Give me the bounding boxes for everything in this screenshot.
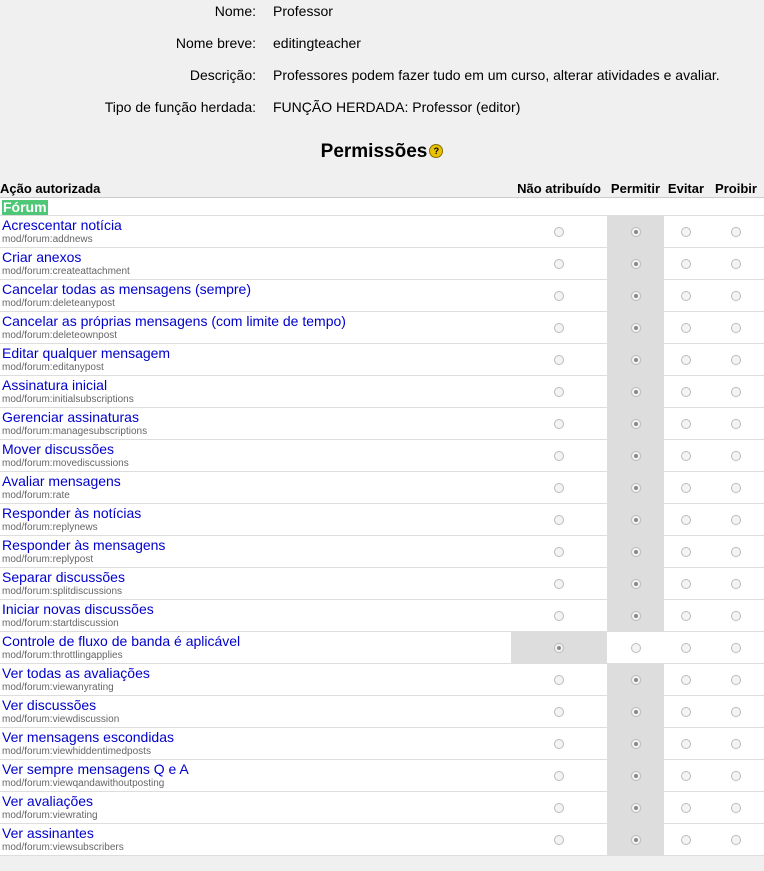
permission-notset-cell [511,472,607,504]
permission-notset-radio[interactable] [554,579,564,589]
permission-capability: mod/forum:createattachment [2,266,130,277]
permission-row [0,568,764,600]
permission-allow-cell [607,696,664,728]
permission-action-cell [0,568,511,600]
permission-prohibit-radio[interactable] [731,739,741,749]
permission-row [0,216,764,248]
permission-row [0,280,764,312]
permission-capability: mod/forum:editanypost [2,362,104,373]
col-action: Ação autorizada [0,180,511,198]
permission-name-link[interactable]: Iniciar novas discussões [2,601,154,617]
role-short-label: Nome breve: [175,35,256,51]
permission-name-link[interactable]: Controle de fluxo de banda é aplicável [2,633,241,649]
permission-prevent-cell [664,472,708,504]
permission-name-link[interactable]: Acrescentar notícia [2,217,122,233]
permission-prevent-radio[interactable] [681,259,691,269]
permission-prohibit-cell [708,312,764,344]
permission-row [0,408,764,440]
permission-allow-radio[interactable] [631,643,641,653]
permissions-table [0,180,764,856]
permission-prevent-radio[interactable] [681,739,691,749]
permission-prohibit-radio[interactable] [731,355,741,365]
permission-prohibit-radio[interactable] [731,643,741,653]
permission-prohibit-cell [708,760,764,792]
permission-allow-cell [607,216,664,248]
permission-allow-cell [607,664,664,696]
permission-name-link[interactable]: Responder às notícias [2,505,142,521]
help-icon[interactable]: ? [429,144,443,158]
permission-prohibit-cell [708,504,764,536]
permission-allow-cell [607,408,664,440]
permission-action-cell [0,216,511,248]
permission-allow-cell [607,792,664,824]
permission-prohibit-cell [708,728,764,760]
section-row [0,198,764,216]
permission-name-link[interactable]: Gerenciar assinaturas [2,409,139,425]
permission-prohibit-radio[interactable] [731,483,741,493]
permission-prevent-radio[interactable] [681,227,691,237]
permission-capability: mod/forum:throttlingapplies [2,650,123,661]
permission-allow-radio[interactable] [631,451,641,461]
permission-notset-cell [511,632,607,664]
permission-capability: mod/forum:viewsubscribers [2,842,124,853]
permission-prevent-cell [664,504,708,536]
permission-row [0,792,764,824]
permission-notset-cell [511,504,607,536]
permission-action-cell [0,792,511,824]
permission-prohibit-radio[interactable] [731,259,741,269]
permission-action-cell [0,664,511,696]
permission-capability: mod/forum:deleteownpost [2,330,118,341]
permission-prevent-cell [664,408,708,440]
permission-prohibit-cell [708,376,764,408]
permission-notset-radio[interactable] [554,515,564,525]
permission-allow-radio[interactable] [631,227,641,237]
permission-prevent-cell [664,760,708,792]
permission-prohibit-radio[interactable] [731,323,741,333]
permission-notset-cell [511,440,607,472]
permission-prohibit-cell [708,632,764,664]
permission-prevent-radio[interactable] [681,323,691,333]
permission-prevent-radio[interactable] [681,291,691,301]
permission-notset-radio[interactable] [554,547,564,557]
permission-prohibit-cell [708,472,764,504]
role-inherit-row [0,97,764,117]
permission-prevent-radio[interactable] [681,419,691,429]
permission-allow-radio[interactable] [631,835,641,845]
permission-name-link[interactable]: Ver sempre mensagens Q e A [2,761,189,777]
permission-prevent-cell [664,280,708,312]
permission-prohibit-cell [708,216,764,248]
permission-prevent-radio[interactable] [681,515,691,525]
role-name-value: Professor [273,3,333,19]
permission-notset-radio[interactable] [554,451,564,461]
permission-name-link[interactable]: Cancelar as próprias mensagens (com limite de tempo) [2,313,346,329]
permission-action-cell [0,344,511,376]
permission-prevent-cell [664,696,708,728]
permission-prevent-cell [664,600,708,632]
permission-name-link[interactable]: Criar anexos [2,249,82,265]
permission-allow-cell [607,824,664,856]
permission-name-link[interactable]: Responder às mensagens [2,537,166,553]
permission-name-link[interactable]: Ver mensagens escondidas [2,729,174,745]
permission-row [0,824,764,856]
col-allow: Permitir [607,180,664,198]
permission-notset-cell [511,600,607,632]
permission-prevent-radio[interactable] [681,355,691,365]
permission-allow-radio[interactable] [631,611,641,621]
permission-name-link[interactable]: Assinatura inicial [2,377,108,393]
permission-prohibit-radio[interactable] [731,547,741,557]
permission-row [0,472,764,504]
permission-prohibit-radio[interactable] [731,451,741,461]
permission-allow-radio[interactable] [631,355,641,365]
permission-allow-radio[interactable] [631,387,641,397]
permission-allow-radio[interactable] [631,675,641,685]
permission-row [0,440,764,472]
permission-capability: mod/forum:startdiscussion [2,618,119,629]
col-prohibit: Proibir [708,180,764,198]
permission-capability: mod/forum:rate [2,490,70,501]
role-desc-row [0,65,764,85]
permission-capability: mod/forum:initialsubscriptions [2,394,134,405]
permission-action-cell [0,440,511,472]
permission-allow-radio[interactable] [631,291,641,301]
permission-name-link[interactable]: Separar discussões [2,569,125,585]
permission-notset-radio[interactable] [554,675,564,685]
permission-prevent-cell [664,664,708,696]
permission-capability: mod/forum:addnews [2,234,93,245]
permission-prevent-cell [664,376,708,408]
permission-allow-cell [607,280,664,312]
permission-notset-cell [511,568,607,600]
permission-prohibit-cell [708,696,764,728]
permission-notset-cell [511,280,607,312]
permission-notset-radio[interactable] [554,227,564,237]
role-desc-label: Descrição: [189,67,256,83]
permission-action-cell [0,760,511,792]
role-name-label: Nome: [214,3,256,19]
permission-row [0,248,764,280]
permission-prohibit-cell [708,248,764,280]
permission-allow-cell [607,312,664,344]
permission-row [0,600,764,632]
permission-row [0,536,764,568]
permission-capability: mod/forum:replynews [2,522,98,533]
permission-notset-radio[interactable] [554,739,564,749]
permission-action-cell [0,472,511,504]
permissions-title: Permissões [320,141,428,162]
permission-prevent-cell [664,440,708,472]
permission-notset-radio[interactable] [554,835,564,845]
permission-action-cell [0,280,511,312]
permission-notset-radio[interactable] [554,419,564,429]
col-prevent: Evitar [664,180,708,198]
permission-allow-radio[interactable] [631,771,641,781]
permission-notset-cell [511,664,607,696]
permission-capability: mod/forum:viewdiscussion [2,714,120,725]
permission-prohibit-cell [708,824,764,856]
permission-prohibit-radio[interactable] [731,387,741,397]
permission-prevent-radio[interactable] [681,835,691,845]
permission-notset-cell [511,824,607,856]
permission-notset-cell [511,312,607,344]
permission-prevent-cell [664,824,708,856]
permission-row [0,728,764,760]
permission-prevent-cell [664,216,708,248]
permission-allow-cell [607,472,664,504]
permission-allow-radio[interactable] [631,707,641,717]
permission-allow-radio[interactable] [631,515,641,525]
permission-prevent-radio[interactable] [681,803,691,813]
permission-prohibit-radio[interactable] [731,707,741,717]
permission-prevent-cell [664,312,708,344]
permission-notset-radio[interactable] [554,803,564,813]
permission-capability: mod/forum:splitdiscussions [2,586,123,597]
permission-notset-cell [511,216,607,248]
permission-prevent-cell [664,536,708,568]
permission-prohibit-radio[interactable] [731,611,741,621]
permission-capability: mod/forum:viewanyrating [2,682,114,693]
permission-allow-cell [607,760,664,792]
permission-allow-cell [607,376,664,408]
permission-notset-cell [511,344,607,376]
permission-allow-cell [607,504,664,536]
permission-capability: mod/forum:viewqandawithoutposting [2,778,165,789]
role-inherit-label: Tipo de função herdada: [104,99,256,115]
permission-prevent-radio[interactable] [681,643,691,653]
permission-notset-radio[interactable] [554,355,564,365]
permission-prohibit-radio[interactable] [731,835,741,845]
permission-prevent-radio[interactable] [681,547,691,557]
permission-allow-radio[interactable] [631,259,641,269]
permission-prohibit-radio[interactable] [731,771,741,781]
role-short-row [0,33,764,53]
permission-prevent-cell [664,792,708,824]
permission-prevent-radio[interactable] [681,611,691,621]
permission-row [0,632,764,664]
permission-prevent-radio[interactable] [681,483,691,493]
permission-allow-cell [607,440,664,472]
permission-prohibit-cell [708,344,764,376]
permission-prevent-radio[interactable] [681,387,691,397]
permission-capability: mod/forum:movediscussions [2,458,129,469]
permission-action-cell [0,728,511,760]
permission-row [0,376,764,408]
permission-row [0,664,764,696]
permission-prohibit-cell [708,408,764,440]
permission-prevent-radio[interactable] [681,707,691,717]
permission-action-cell [0,248,511,280]
permission-row [0,504,764,536]
permission-notset-radio[interactable] [554,643,564,653]
permission-prevent-radio[interactable] [681,771,691,781]
permission-allow-radio[interactable] [631,483,641,493]
permission-notset-radio[interactable] [554,707,564,717]
permission-prohibit-radio[interactable] [731,291,741,301]
role-short-value: editingteacher [273,35,361,51]
permission-allow-radio[interactable] [631,547,641,557]
permission-allow-cell [607,632,664,664]
permission-notset-cell [511,696,607,728]
col-notset: Não atribuído [511,180,607,198]
permission-name-link[interactable]: Ver discussões [2,697,97,713]
permission-action-cell [0,536,511,568]
permission-capability: mod/forum:replypost [2,554,94,565]
permission-allow-cell [607,728,664,760]
permission-notset-cell [511,408,607,440]
permission-prevent-cell [664,728,708,760]
permission-action-cell [0,824,511,856]
permission-name-link[interactable]: Mover discussões [2,441,115,457]
permission-prevent-cell [664,568,708,600]
permission-notset-cell [511,728,607,760]
permission-allow-radio[interactable] [631,739,641,749]
permission-prevent-radio[interactable] [681,675,691,685]
permission-row [0,344,764,376]
permission-prohibit-cell [708,280,764,312]
permission-capability: mod/forum:managesubscriptions [2,426,148,437]
permission-action-cell [0,312,511,344]
permission-prohibit-radio[interactable] [731,803,741,813]
permission-action-cell [0,696,511,728]
permission-action-cell [0,600,511,632]
permission-name-link[interactable]: Editar qualquer mensagem [2,345,171,361]
permission-notset-cell [511,536,607,568]
permission-row [0,312,764,344]
permission-notset-radio[interactable] [554,259,564,269]
permission-prevent-radio[interactable] [681,451,691,461]
permission-prohibit-cell [708,536,764,568]
permission-action-cell [0,504,511,536]
permission-prohibit-radio[interactable] [731,515,741,525]
permission-notset-cell [511,792,607,824]
permission-notset-radio[interactable] [554,771,564,781]
permission-name-link[interactable]: Ver avaliações [2,793,94,809]
permission-prohibit-radio[interactable] [731,675,741,685]
permission-notset-radio[interactable] [554,323,564,333]
permission-prohibit-radio[interactable] [731,419,741,429]
permission-notset-radio[interactable] [554,387,564,397]
permission-name-link[interactable]: Ver assinantes [2,825,94,841]
permission-notset-cell [511,376,607,408]
role-name-row [0,1,764,21]
permission-prohibit-radio[interactable] [731,227,741,237]
permissions-header-row [0,180,764,198]
permission-prohibit-cell [708,792,764,824]
role-desc-value: Professores podem fazer tudo em um curso, alterar atividades e avaliar. [273,67,720,83]
permission-name-link[interactable]: Ver todas as avaliações [2,665,150,681]
permission-notset-radio[interactable] [554,291,564,301]
permission-row [0,696,764,728]
permission-prevent-cell [664,248,708,280]
permission-prohibit-cell [708,600,764,632]
permission-notset-radio[interactable] [554,483,564,493]
permission-capability: mod/forum:viewhiddentimedposts [2,746,151,757]
permission-allow-cell [607,248,664,280]
section-label: Fórum [3,198,47,215]
permission-allow-cell [607,344,664,376]
permission-allow-cell [607,536,664,568]
permission-notset-radio[interactable] [554,611,564,621]
permission-name-link[interactable]: Cancelar todas as mensagens (sempre) [2,281,252,297]
permission-row [0,760,764,792]
permission-prohibit-cell [708,440,764,472]
permission-allow-radio[interactable] [631,323,641,333]
permission-allow-cell [607,568,664,600]
permission-action-cell [0,632,511,664]
role-inherit-value: FUNÇÃO HERDADA: Professor (editor) [273,99,521,115]
permission-allow-radio[interactable] [631,419,641,429]
permission-prohibit-cell [708,568,764,600]
permission-prohibit-cell [708,664,764,696]
permission-prohibit-radio[interactable] [731,579,741,589]
permission-name-link[interactable]: Avaliar mensagens [2,473,121,489]
permission-notset-cell [511,248,607,280]
permission-allow-radio[interactable] [631,803,641,813]
permissions-heading [0,140,764,164]
permission-capability: mod/forum:viewrating [2,810,98,821]
permission-allow-cell [607,600,664,632]
permission-notset-cell [511,760,607,792]
permission-action-cell [0,408,511,440]
permission-prevent-radio[interactable] [681,579,691,589]
permission-capability: mod/forum:deleteanypost [2,298,115,309]
permission-action-cell [0,376,511,408]
permission-allow-radio[interactable] [631,579,641,589]
permission-prevent-cell [664,632,708,664]
permission-prevent-cell [664,344,708,376]
